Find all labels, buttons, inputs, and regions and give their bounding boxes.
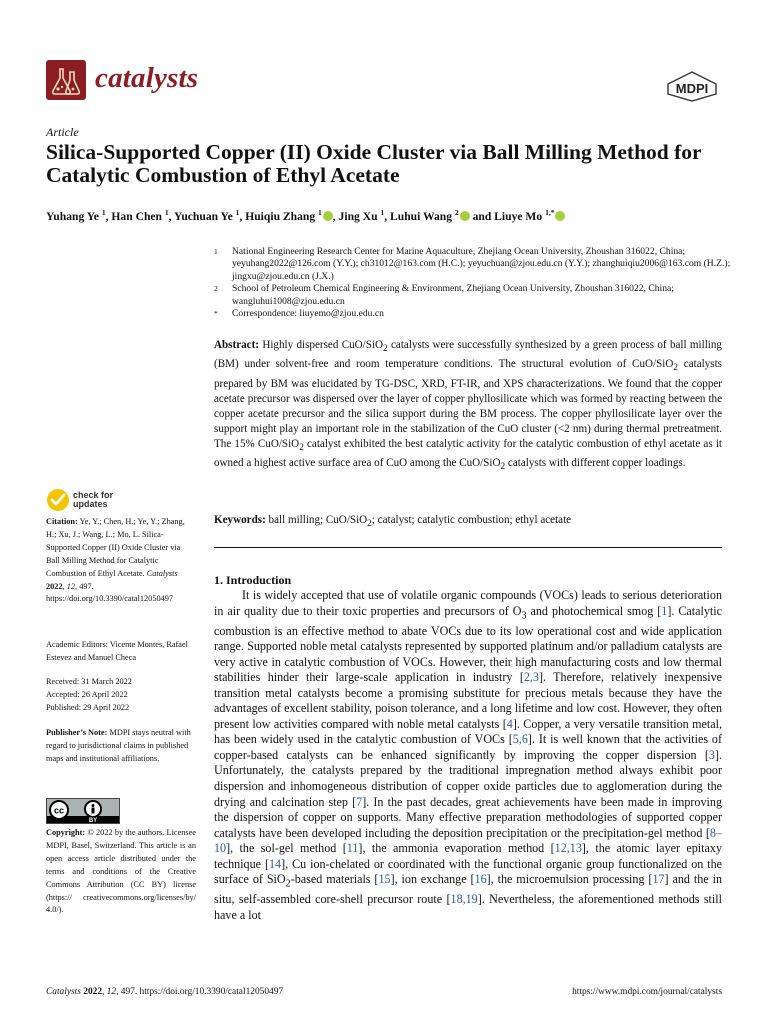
publisher-note-text: MDPI stays neutral with regard to jurisdictional claims in published maps and institutional affiliations.	[46, 728, 191, 763]
accepted-date: Accepted: 26 April 2022	[46, 689, 128, 699]
keywords	[214, 513, 722, 532]
reference-link[interactable]: 1	[661, 603, 668, 618]
reference-link[interactable]: 15	[378, 872, 391, 887]
article-type: Article	[46, 125, 79, 139]
author-affil-mark: 1	[235, 208, 240, 217]
footer-year: 2022	[83, 987, 102, 997]
author-name[interactable]: Liuye Mo $^{1,*}$	[494, 208, 555, 223]
published-date: Published: 29 April 2022	[46, 702, 130, 712]
reference-link[interactable]: 17	[652, 872, 665, 887]
author-affil-mark: 1	[164, 208, 169, 217]
mdpi-hexagon-icon	[664, 70, 720, 102]
affiliation-text: Correspondence: liuyemo@zjou.edu.cn	[232, 308, 384, 320]
citation-volume: 12	[66, 581, 76, 591]
reference-link[interactable]: 4	[506, 716, 513, 731]
check-updates-line2: updates	[73, 499, 108, 509]
reference-link[interactable]: 18,19	[450, 892, 478, 907]
check-updates-line1: check for	[73, 489, 114, 500]
copyright-label: Copyright:	[46, 828, 86, 837]
author-affil-mark: 1	[318, 208, 322, 217]
introduction-text: It is widely accepted that use of volatile organic compounds (VOCs) leads to serious deterioration in air quality due to their toxic properties and precursors of $O_3$ and photochemical smog [1]. Catalytic combustion is an effective method to abate VOCs due to its low operational cost and wide application range. Supported noble metal catalysts represented by supported platinum and/or palladium catalysts are very active in catalytic combustion of VOCs. However, their high manufacturing costs and low thermal stabilities hinder their large-scale application in industry [2,3]. Therefore, relatively inexpensive transition metal catalysts become a promising substitute for precious metals because they have the advantages of excellent stability, poison tolerance, and a long lifetime and low cost. However, they often present low activities compared with noble metal catalysts [4]. Copper, a very versatile transition metal, has been widely used in the catalytic combustion of VOCs [5,6]. It is well known that the activities of copper-based catalysts can be enhanced significantly by improving the copper dispersion [3]. Unfortunately, the catalysts prepared by the traditional impregnation method always exhibit poor dispersion and inhomogeneous distribution of copper oxide particles due to agglomeration during the drying and calcination step [7]. In the past decades, great achievements have been made in improving the dispersion of copper on supports. Many effective preparation methodologies of supported copper catalysts have been developed including the deposition precipitation or the precipitation-gel method [8–10], the sol-gel method [11], the ammonia evaporation method [12,13], the atomic layer epitaxy technique [14], Cu ion-chelated or coordinated with the functional organic group functionalized on the surface of SiO$_2$-based materials [15], ion exchange [16], the microemulsion processing [17] and the in situ, self-assembled core-shell precursor route [18,19]. Nevertheless, the aforementioned methods still have a lot	[214, 588, 723, 922]
reference-link[interactable]: 7	[356, 794, 363, 809]
author-name[interactable]: Yuhang Ye $^1$	[46, 208, 106, 223]
subscript: 2	[383, 344, 388, 355]
cc-by-license-badge[interactable]	[46, 798, 120, 824]
orcid-icon[interactable]	[555, 211, 565, 221]
citation: Citation: Ye, Y.; Chen, H.; Ye, Y.; Zhang, H.; Xu, J.; Wang, L.; Mo, L. Silica-Supported Copper (II) Oxide Cluster via Ball Milling Method for Catalytic Combustion of Ethyl Acetate. Catalysts 2022, 12, 497. https://doi.org/10.3390/catal12050497	[46, 517, 185, 604]
author-name[interactable]: Jing Xu $^1$	[338, 208, 385, 223]
citation-year: 2022	[46, 581, 63, 591]
abstract-label: Abstract:	[214, 339, 259, 351]
page-title: Silica-Supported Copper (II) Oxide Cluster via Ball Milling Method for Catalytic Combustion of Ethyl Acetate	[46, 140, 702, 187]
abstract	[214, 338, 722, 476]
footer-citation: Catalysts 2022, 12, 497. https://doi.org/10.3390/catal12050497	[46, 987, 284, 997]
author-affil-mark: 2	[454, 208, 459, 217]
reference-link[interactable]: 11	[346, 841, 359, 856]
affiliations	[214, 246, 734, 320]
keywords-text: ball milling; CuO/SiO$_2$; catalyst; catalytic combustion; ethyl acetate	[268, 514, 572, 530]
check-updates-icon	[46, 488, 70, 512]
journal-logo	[46, 60, 86, 100]
citation-journal: Catalysts	[146, 568, 178, 578]
copyright-text: © 2022 by the authors. Licensee MDPI, Basel, Switzerland. This article is an open access article distributed under the terms and conditions of the Creative Commons Attribution (CC BY) license (https:// creativecommons.org/licenses/by/ 4.0/).	[46, 828, 196, 915]
footer-journal: Catalysts	[46, 987, 81, 997]
affiliation-item	[214, 246, 734, 283]
reference-link[interactable]: 8–10	[214, 825, 722, 856]
mdpi-logo-text: MDPI	[675, 81, 709, 96]
reference-link[interactable]: 2,3	[523, 670, 539, 685]
dates	[46, 676, 196, 715]
author-name[interactable]: Luhui Wang $^2$	[390, 208, 459, 223]
copyright	[46, 827, 196, 917]
footer-doi[interactable]: , 497. https://doi.org/10.3390/catal12050497	[116, 987, 284, 997]
author-name[interactable]: Yuchuan Ye $^1$	[174, 208, 240, 223]
reference-link[interactable]: 5,6	[512, 732, 528, 747]
abstract-text: Highly dispersed CuO/SiO$_2$ catalysts were successfully synthesized by a green process of ball milling (BM) under solvent-free and room temperature conditions. The structural evolution of CuO/SiO$_2$ catalysts prepared by BM was elucidated by TG-DSC, XRD, FT-IR, and XPS characterizations. We found that the copper acetate precursor was dispersed over the layer of copper phyllosilicate which was formed by reacting between the copper acetate precursor and the silica support during the BM process. The copper phyllosilicate layer over the support might play an important role in the stabilization of the CuO cluster (<2 nm) during thermal pretreatment. The 15% CuO/SiO$_2$ catalyst exhibited the best catalytic activity for the catalytic combustion of ethyl acetate as it owned a highest active surface area of CuO among the CuO/SiO$_2$ catalysts with different copper loadings.	[214, 339, 722, 473]
subscript: 2	[500, 462, 506, 473]
author-list: Yuhang Ye $^1$, Han Chen $^1$, Yuchuan Ye $^1$, Huiqiu Zhang $^1$ , Jing Xu $^1$, Luhui Wang $^2$ and Liuye Mo $^{1,*}$	[46, 205, 736, 224]
subscript: 3	[521, 609, 527, 621]
affiliation-text: National Engineering Research Center for Marine Aquaculture, Zhejiang Ocean University, Zhoushan 316022, China; yeyuhang2022@126.com (Y.Y.); ch31012@163.com (H.C.); yeyuchuan@zjou.edu.cn (Y.Y.); zhanghuiqiu2006@163.com (H.Z.); jingxu@zjou.edu.cn (J.X.)	[232, 246, 731, 282]
footer-volume: 12	[106, 987, 117, 997]
reference-link[interactable]: 12,13	[554, 841, 582, 856]
affiliation-mark: 2	[214, 284, 218, 294]
orcid-icon[interactable]	[323, 211, 333, 221]
author-affil-mark: 1,*	[545, 208, 555, 217]
cc-by-text: BY	[88, 818, 98, 823]
subscript: 2	[299, 443, 304, 454]
citation-doi[interactable]: , 497. https://doi.org/10.3390/catal12050497	[46, 581, 174, 604]
author-name[interactable]: Han Chen $^1$	[111, 208, 169, 223]
reference-link[interactable]: 14	[268, 856, 282, 871]
svg-text:cc: cc	[53, 805, 65, 816]
subscript: 2	[673, 363, 678, 374]
reference-link[interactable]: 3	[708, 747, 715, 762]
section-heading: 1. Introduction	[214, 573, 292, 587]
flask-icon	[46, 60, 86, 100]
affiliation-text: School of Petroleum Chemical Engineering & Environment, Zhejiang Ocean University, Zhoushan 316022, China; wangluhui1008@zjou.edu.cn	[232, 283, 674, 307]
author-affil-mark: 1	[101, 208, 106, 217]
subscript: 2	[285, 878, 291, 890]
affiliation-mark: *	[214, 309, 218, 319]
publisher-note-label: Publisher’s Note:	[46, 728, 108, 737]
divider	[214, 547, 722, 548]
footer-journal-url[interactable]: https://www.mdpi.com/journal/catalysts	[572, 987, 722, 997]
reference-link[interactable]: 16	[474, 872, 487, 887]
received-date: Received: 31 March 2022	[46, 677, 132, 686]
check-updates-button[interactable]	[46, 488, 113, 512]
publisher-note	[46, 727, 196, 766]
keywords-label: Keywords:	[214, 514, 266, 526]
orcid-icon[interactable]	[460, 211, 470, 221]
academic-editors: Academic Editors: Vicente Montes, Rafael Estevez and Manuel Checa	[46, 640, 188, 662]
mdpi-logo[interactable]	[664, 70, 720, 107]
author-name[interactable]: Huiqiu Zhang $^1$	[245, 208, 322, 223]
subscript: 2	[367, 519, 372, 530]
journal-name[interactable]: catalysts	[95, 62, 199, 94]
affiliation-item	[214, 283, 734, 308]
citation-label: Citation:	[46, 517, 78, 526]
affiliation-mark: 1	[214, 247, 218, 256]
affiliation-item	[214, 308, 734, 320]
author-affil-mark: 1	[380, 208, 385, 217]
citation-text: Ye, Y.; Chen, H.; Ye, Y.; Zhang, H.; Xu, J.; Wang, L.; Mo, L. Silica-Supported Copper (II) Oxide Cluster via Ball Milling Method for Catalytic Combustion of Ethyl Acetate.	[46, 517, 185, 578]
